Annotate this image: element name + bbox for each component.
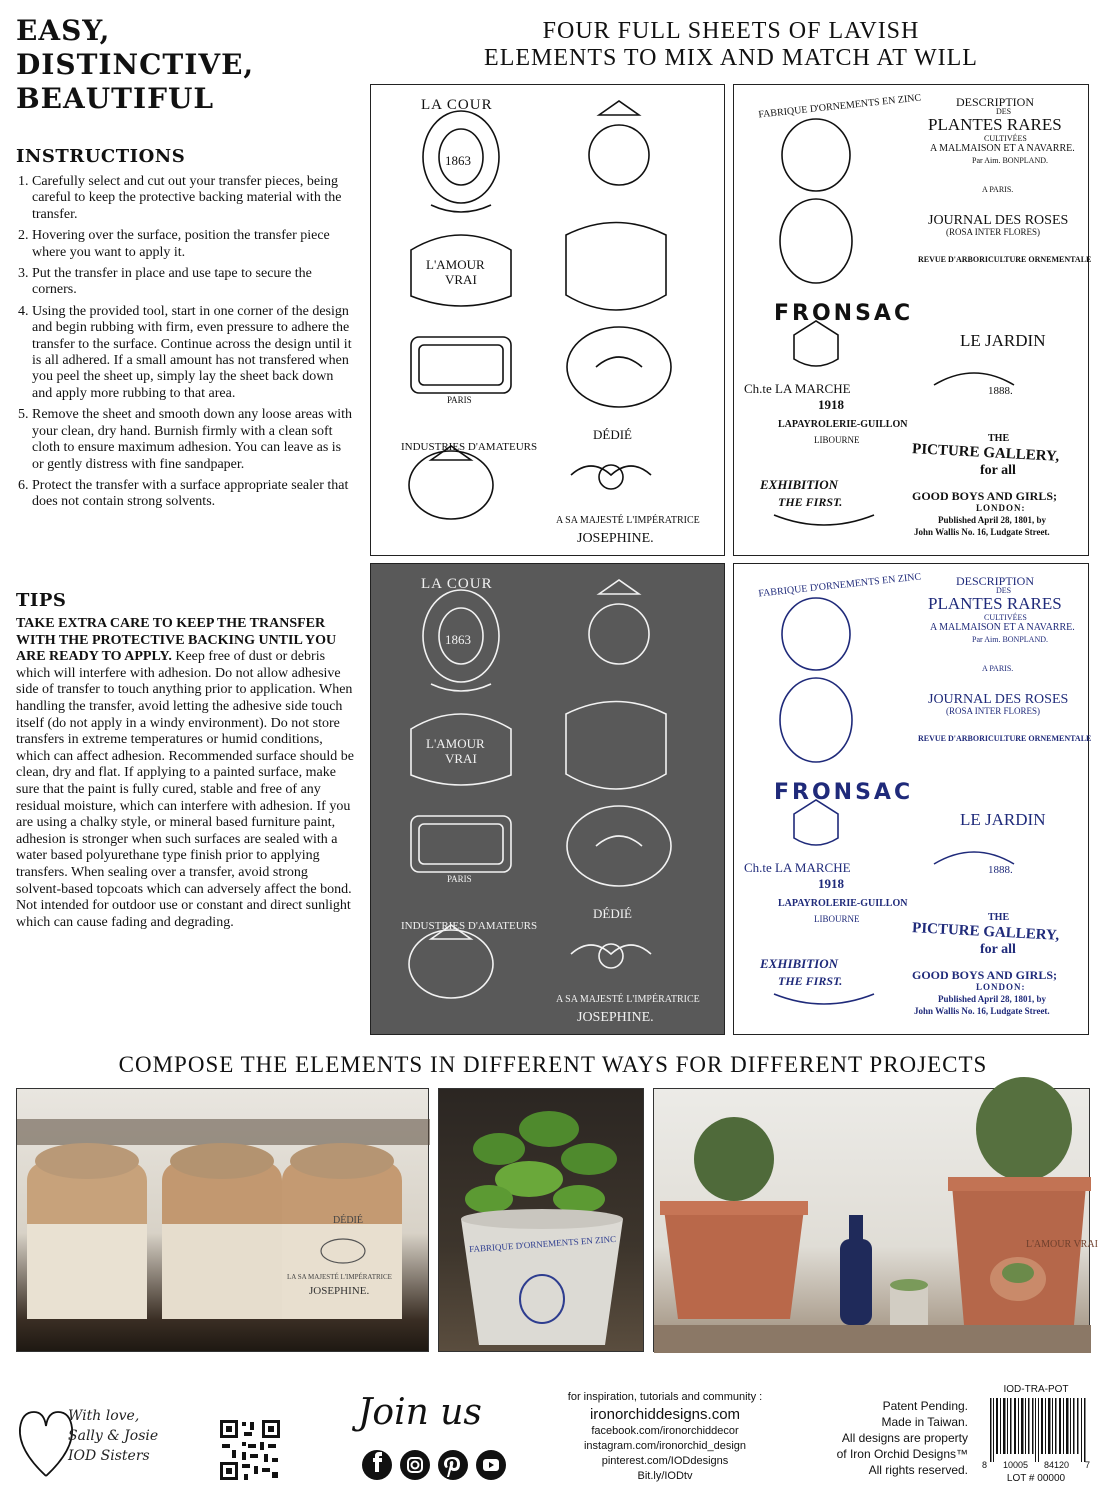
tips-text xyxy=(16,616,354,931)
label-lapayrolerie: LAPAYROLERIE-GUILLON xyxy=(778,419,908,430)
label-exhibition: EXHIBITION xyxy=(760,477,839,492)
label-malmaison: A MALMAISON ET A NAVARRE. xyxy=(930,143,1075,154)
title-line: BEAUTIFUL xyxy=(16,82,215,115)
label-published: Published April 28, 1801, by xyxy=(938,994,1047,1004)
label-paris: PARIS xyxy=(447,874,472,884)
instructions-list xyxy=(16,174,352,511)
ornament-laurel xyxy=(409,930,493,998)
ornament-laurel xyxy=(409,451,493,519)
tips-heading: TIPS xyxy=(16,590,67,611)
sheet-ornaments xyxy=(371,564,726,1036)
inspiration-text: for inspiration, tutorials and community : xyxy=(567,1391,763,1403)
jar-label-majeste: LA SA MAJESTÉ L'IMPÉRATRICE xyxy=(287,1273,392,1281)
pinterest-icon[interactable] xyxy=(438,1450,468,1480)
four-sheets-heading xyxy=(372,18,1090,72)
label-libourne: LIBOURNE xyxy=(814,435,860,445)
label-des: DES xyxy=(996,107,1012,116)
label-josephine: JOSEPHINE. xyxy=(577,531,654,546)
label-john-wallis: John Wallis No. 16, Ludgate Street. xyxy=(914,1006,1050,1016)
label-picture-gallery: PICTURE GALLERY, xyxy=(911,441,1060,465)
heart-icon xyxy=(16,1400,76,1484)
transfer-sheet-black-typography xyxy=(733,84,1092,556)
label-1888: 1888. xyxy=(988,864,1013,876)
instagram-link[interactable]: instagram.com/ironorchid_design xyxy=(583,1440,747,1452)
signature-line: Sally & Josie xyxy=(68,1428,159,1444)
label-picture-gallery: PICTURE GALLERY, xyxy=(911,920,1060,944)
ornament-crest xyxy=(794,321,838,366)
jars-illustration xyxy=(17,1089,430,1353)
label-fabrique: FABRIQUE D'ORNEMENTS EN ZINC xyxy=(757,92,922,121)
page-title xyxy=(16,14,356,116)
facebook-icon[interactable] xyxy=(362,1450,392,1480)
label-the: THE xyxy=(988,433,1010,444)
instruction-step: 6. Protect the transfer with a surface appropriate sealer that does not contain strong solvents. xyxy=(32,478,352,511)
label-la-marche: Ch.te LA MARCHE xyxy=(744,860,851,875)
label-bonpland: Par Aim. BONPLAND. xyxy=(972,635,1049,644)
sheet-ornaments xyxy=(371,85,726,557)
instruction-step: 2. Hovering over the surface, position the transfer piece where you want to apply it. xyxy=(32,228,352,261)
label-description: DESCRIPTION xyxy=(956,574,1035,588)
label-1918: 1918 xyxy=(818,876,844,891)
legal-line: All designs are property xyxy=(841,1431,968,1445)
ornament-wreath xyxy=(774,515,874,525)
compose-heading: COMPOSE THE ELEMENTS IN DIFFERENT WAYS FOR DIFFERENT PROJECTS xyxy=(118,1052,988,1077)
label-good-boys: GOOD BOYS AND GIRLS; xyxy=(912,968,1058,982)
ornament-cherub xyxy=(599,465,623,489)
legal-text xyxy=(800,1398,968,1478)
ornament-wreath xyxy=(589,604,649,664)
barcode-block xyxy=(982,1384,1090,1488)
legal-line: All rights reserved. xyxy=(868,1463,968,1477)
label-lamour: L'AMOUR xyxy=(426,736,485,751)
label-le-jardin: LE JARDIN xyxy=(960,331,1046,350)
label-a-paris: A PARIS. xyxy=(982,664,1014,673)
transfer-sheet-black xyxy=(370,84,725,556)
label-des: DES xyxy=(996,586,1012,595)
label-paris: PARIS xyxy=(447,395,472,405)
barcode-digit: 7 xyxy=(1084,1460,1090,1470)
label-a-paris: A PARIS. xyxy=(982,185,1014,194)
jar-label-dedie: DÉDIÉ xyxy=(333,1215,363,1226)
label-majeste: A SA MAJESTÉ L'IMPÉRATRICE xyxy=(556,994,700,1005)
cactus-left xyxy=(660,1117,808,1319)
label-fronsac: FRONSAC xyxy=(774,301,914,326)
ornament-cherub-wings xyxy=(571,945,651,954)
qr-code[interactable] xyxy=(218,1418,282,1482)
ornament-scroll xyxy=(431,205,491,212)
label-vrai: VRAI xyxy=(445,751,477,766)
four-sheets-line: ELEMENTS TO MIX AND MATCH AT WILL xyxy=(484,45,978,71)
join-us-block xyxy=(356,1392,526,1488)
sku: IOD-TRA-POT xyxy=(1003,1384,1069,1395)
label-cultivees: CULTIVÉES xyxy=(984,134,1027,143)
ornament-wreath xyxy=(774,994,874,1004)
photo-cacti xyxy=(653,1088,1098,1352)
cactus-right xyxy=(948,1077,1091,1325)
label-industries: INDUSTRIES D'AMATEURS xyxy=(401,920,538,932)
signature xyxy=(16,1400,176,1484)
ornament-shield xyxy=(566,702,666,790)
transfer-sheet-white xyxy=(370,563,725,1035)
barcode-digit: 10005 xyxy=(1002,1460,1029,1470)
photo-planter xyxy=(438,1088,644,1352)
ornament-shield xyxy=(566,223,666,311)
label-lamour: L'AMOUR xyxy=(426,257,485,272)
label-dedie: DÉDIÉ xyxy=(593,906,632,921)
label-journal: JOURNAL DES ROSES xyxy=(928,692,1069,707)
community-links xyxy=(540,1390,790,1484)
qr-code-icon xyxy=(218,1418,282,1482)
ornament-garland xyxy=(934,373,1014,385)
barcode-icon xyxy=(988,1398,1088,1462)
label-the-first: THE FIRST. xyxy=(778,974,843,988)
website-link[interactable]: ironorchiddesigns.com xyxy=(589,1406,741,1423)
table-surface xyxy=(654,1325,1091,1353)
label-le-jardin: LE JARDIN xyxy=(960,810,1046,829)
ornament-bird xyxy=(596,836,642,846)
pot-label: FABRIQUE D'ORNEMENTS EN ZINC xyxy=(468,1233,617,1255)
instructions-heading: INSTRUCTIONS xyxy=(16,146,186,167)
ornament-wreath xyxy=(589,125,649,185)
facebook-link[interactable]: facebook.com/ironorchiddecor xyxy=(591,1425,739,1437)
wooden-shelf-back xyxy=(17,1119,430,1145)
label-the-first: THE FIRST. xyxy=(778,495,843,509)
label-for-all: for all xyxy=(980,942,1016,957)
label-cultivees: CULTIVÉES xyxy=(984,613,1027,622)
ornament-frame-inner xyxy=(419,824,503,864)
barcode-digits xyxy=(982,1460,1090,1470)
label-dedie: DÉDIÉ xyxy=(593,427,632,442)
label-1863: 1863 xyxy=(445,153,471,168)
social-icons xyxy=(362,1450,506,1480)
label-good-boys: GOOD BOYS AND GIRLS; xyxy=(912,489,1058,503)
barcode-digit: 8 xyxy=(982,1460,988,1470)
ornament-crown xyxy=(599,580,639,594)
ornament-cartouche xyxy=(782,119,850,191)
label-rosa: (ROSA INTER FLORES) xyxy=(946,706,1041,716)
transfer-sheet-navy xyxy=(733,563,1092,1035)
label-revue: REVUE D'ARBORICULTURE ORNEMENTALE xyxy=(918,734,1092,743)
label-lapayrolerie: LAPAYROLERIE-GUILLON xyxy=(778,898,908,909)
signature-line: With love, xyxy=(68,1408,140,1424)
title-line: DISTINCTIVE, xyxy=(16,48,255,81)
label-the: THE xyxy=(988,912,1010,923)
ornament-cartouche-2 xyxy=(780,678,852,762)
label-majeste: A SA MAJESTÉ L'IMPÉRATRICE xyxy=(556,515,700,526)
legal-line: Patent Pending. xyxy=(882,1399,968,1413)
basil-leaves xyxy=(465,1111,617,1213)
youtube-link[interactable]: Bit.ly/IODtv xyxy=(637,1470,693,1482)
pinterest-link[interactable]: pinterest.com/IODdesigns xyxy=(601,1455,729,1467)
jar-left xyxy=(27,1143,147,1319)
ornament-garland xyxy=(934,852,1014,864)
label-fabrique: FABRIQUE D'ORNEMENTS EN ZINC xyxy=(757,571,922,600)
label-josephine: JOSEPHINE. xyxy=(577,1010,654,1025)
instructions-list-wrapper xyxy=(16,174,352,516)
label-published: Published April 28, 1801, by xyxy=(938,515,1047,525)
label-revue: REVUE D'ARBORICULTURE ORNEMENTALE xyxy=(918,255,1092,264)
bottle xyxy=(840,1215,872,1325)
ornament-cherub-wings xyxy=(571,466,651,475)
instruction-step: 3. Put the transfer in place and use tape to secure the corners. xyxy=(32,266,352,299)
tips-body: Keep free of dust or debris which will interfere with adhesion. Do not allow adhesive side of transfer to touch anything prior to application. When handling the transfer, avoid letting the adhesive side touch itself (do not apply in a windy environment). Do not store transfers in extreme temperatures or humid conditions, which can affect adhesion. Recommended surface should be clean, dry and flat. If applying to a painted surface, make sure that the paint is fully cured, stable and free of any residual moisture, which can interfere with adhesion. If you are using a chalky style, or mineral based furniture paint, adhesion is stronger when such surfaces are sealed with a water based polyurethane type finish prior to applying transfers. When sealing over a transfer, avoid strong solvent-based topcoats which can adversely affect the bond. Not intended for outdoor use or constant and direct sunlight which can cause fading and degrading. xyxy=(16,649,354,930)
label-exhibition: EXHIBITION xyxy=(760,956,839,971)
label-la-cour: LA COUR xyxy=(421,97,493,113)
ornament-frame-inner xyxy=(419,345,503,385)
label-london: LONDON: xyxy=(976,982,1026,992)
instruction-step: 4. Using the provided tool, start in one corner of the design and begin rubbing with firm, even pressure to adhere the transfer to the surface. Continue across the design until it is all adhered. If a small amount has not transfered when you peel the sheet up, simply lay the sheet back down and apply more rubbing to that area. xyxy=(32,304,352,402)
label-la-cour: LA COUR xyxy=(421,576,493,592)
instagram-icon[interactable] xyxy=(400,1450,430,1480)
instruction-step: 5. Remove the sheet and smooth down any loose areas with your clean, dry hand. Burnish firmly with a clean soft cloth to ensure maximum adhesion. You can leave as is or gently distress with fine sandpaper. xyxy=(32,407,352,473)
label-la-marche: Ch.te LA MARCHE xyxy=(744,381,851,396)
signature-text xyxy=(68,1406,158,1466)
label-for-all: for all xyxy=(980,463,1016,478)
label-1918: 1918 xyxy=(818,397,844,412)
ornament-bird-wreath xyxy=(567,327,671,407)
small-pot xyxy=(890,1279,928,1325)
label-vrai: VRAI xyxy=(445,272,477,287)
ornament-cartouche xyxy=(782,598,850,670)
barcode-digit: 84120 xyxy=(1043,1460,1070,1470)
label-1888: 1888. xyxy=(988,385,1013,397)
instruction-step: 1. Carefully select and cut out your transfer pieces, being careful to keep the protective backing material with the transfer. xyxy=(32,174,352,223)
four-sheets-line: FOUR FULL SHEETS OF LAVISH xyxy=(542,18,920,44)
label-industries: INDUSTRIES D'AMATEURS xyxy=(401,441,538,453)
ornament-crown xyxy=(599,101,639,115)
label-malmaison: A MALMAISON ET A NAVARRE. xyxy=(930,622,1075,633)
ornament-bird xyxy=(596,357,642,367)
ornament-crest xyxy=(794,800,838,845)
join-us-text: Join us xyxy=(358,1392,482,1433)
legal-line: Made in Taiwan. xyxy=(881,1415,968,1429)
ornament-bird-wreath xyxy=(567,806,671,886)
ornament-scroll xyxy=(431,684,491,691)
label-fronsac: FRONSAC xyxy=(774,780,914,805)
lot-number: LOT # 00000 xyxy=(1006,1473,1066,1484)
label-london: LONDON: xyxy=(976,503,1026,513)
label-plantes: PLANTES RARES xyxy=(928,115,1062,134)
label-journal: JOURNAL DES ROSES xyxy=(928,213,1069,228)
ornament-cartouche-2 xyxy=(780,199,852,283)
signature-line: IOD Sisters xyxy=(68,1448,150,1464)
youtube-icon[interactable] xyxy=(476,1450,506,1480)
label-rosa: (ROSA INTER FLORES) xyxy=(946,227,1041,237)
cactus-pot-label: L'AMOUR VRAI xyxy=(1026,1239,1098,1250)
label-bonpland: Par Aim. BONPLAND. xyxy=(972,156,1049,165)
label-1863: 1863 xyxy=(445,632,471,647)
ornament-cherub xyxy=(599,944,623,968)
planter-illustration xyxy=(439,1089,645,1353)
label-john-wallis: John Wallis No. 16, Ludgate Street. xyxy=(914,527,1050,537)
cacti-illustration xyxy=(654,1089,1091,1353)
title-line: EASY, xyxy=(16,14,111,47)
legal-line: of Iron Orchid Designs™ xyxy=(836,1447,968,1461)
jar-label-josephine: JOSEPHINE. xyxy=(309,1285,370,1297)
tips-bold-lead: TAKE EXTRA CARE TO KEEP THE TRANSFER WITH THE PROTECTIVE BACKING UNTIL YOU ARE READY TO APPLY. xyxy=(16,616,337,665)
photo-jars xyxy=(16,1088,429,1352)
jar-middle xyxy=(162,1143,282,1319)
label-plantes: PLANTES RARES xyxy=(928,594,1062,613)
label-libourne: LIBOURNE xyxy=(814,914,860,924)
label-description: DESCRIPTION xyxy=(956,95,1035,109)
